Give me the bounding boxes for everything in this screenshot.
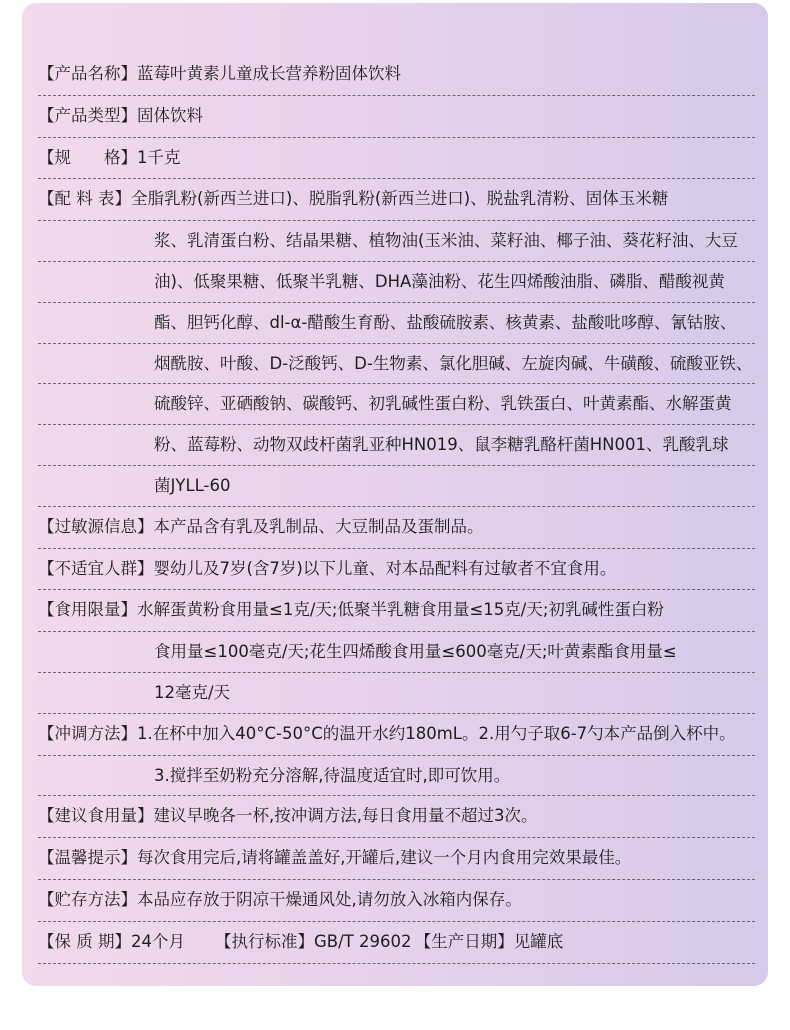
- info-label: 【食用限量】: [38, 600, 137, 620]
- info-row: [38, 138, 755, 180]
- info-value: 酯、胆钙化醇、dl-α-醋酸生育酚、盐酸硫胺素、核黄素、盐酸吡哆醇、氰钴胺、: [154, 312, 737, 332]
- info-value: 固体饮料: [137, 105, 203, 125]
- info-value: 3.搅拌至奶粉充分溶解,待温度适宜时,即可饮用。: [154, 765, 511, 785]
- info-line: [38, 507, 755, 548]
- info-value: 浆、乳清蛋白粉、结晶果糖、植物油(玉米油、菜籽油、椰子油、葵花籽油、大豆: [154, 231, 738, 251]
- info-label: 【产品类型】: [38, 105, 137, 125]
- info-value: 每次食用完后,请将罐盖盖好,开罐后,建议一个月内食用完效果最佳。: [137, 848, 632, 868]
- info-label: 【规 格】: [38, 147, 137, 167]
- info-label: 【过敏源信息】: [38, 516, 154, 536]
- production-date-label: 【生产日期】: [414, 931, 514, 951]
- info-value: 烟酰胺、叶酸、D-泛酸钙、D-生物素、氯化胆碱、左旋肉碱、牛磺酸、硫酸亚铁、: [154, 353, 753, 373]
- info-label: 【不适宜人群】: [38, 558, 154, 578]
- info-value: 油)、低聚果糖、低聚半乳糖、DHA藻油粉、花生四烯酸油脂、磷脂、醋酸视黄: [154, 271, 725, 291]
- info-value: 水解蛋黄粉食用量≤1克/天;低聚半乳糖食用量≤15克/天;初乳碱性蛋白粉: [137, 600, 664, 620]
- shelf-life-label: 【保 质 期】: [38, 931, 131, 951]
- standard-label: 【执行标准】: [215, 931, 314, 951]
- production-date-value: 见罐底: [513, 931, 564, 951]
- info-line: [38, 138, 755, 179]
- info-row-shelf-life: [38, 922, 755, 964]
- info-row: [38, 838, 755, 880]
- info-row: [38, 96, 755, 138]
- info-line: [38, 383, 755, 424]
- info-line: [38, 631, 755, 672]
- info-line: [38, 672, 755, 713]
- info-label: 【建议食用量】: [38, 806, 154, 826]
- info-value: 硫酸锌、亚硒酸钠、碳酸钙、初乳碱性蛋白粉、乳铁蛋白、叶黄素酯、水解蛋黄: [154, 394, 732, 414]
- info-value: 食用量≤100毫克/天;花生四烯酸食用量≤600毫克/天;叶黄素酯食用量≤: [154, 642, 677, 662]
- info-line: [38, 796, 755, 837]
- info-label: 【产品名称】: [38, 64, 137, 83]
- info-line: [38, 54, 755, 95]
- product-info-card: [22, 3, 768, 986]
- info-line: [38, 179, 755, 220]
- info-label: 【贮存方法】: [38, 889, 137, 909]
- info-line: [38, 465, 755, 506]
- info-line: [38, 590, 755, 631]
- info-line: [38, 261, 755, 302]
- info-value: 菌JYLL-60: [154, 475, 231, 495]
- info-line: [38, 96, 755, 137]
- info-row: [38, 549, 755, 591]
- info-label: 【温馨提示】: [38, 848, 137, 868]
- info-line: [38, 838, 755, 879]
- info-value: 粉、蓝莓粉、动物双歧杆菌乳亚种HN019、鼠李糖乳酪杆菌HN001、乳酸乳球: [154, 435, 729, 455]
- info-value: 1.在杯中加入40°C-50°C的温开水约180mL。2.用勺子取6-7勺本产品倒入杯中。: [137, 723, 736, 743]
- info-row: [38, 796, 755, 838]
- shelf-life-value: 24个月: [131, 931, 185, 951]
- info-value: 建议早晚各一杯,按冲调方法,每日食用量不超过3次。: [153, 806, 538, 826]
- info-value: 本品应存放于阴凉干燥通风处,请勿放入冰箱内保存。: [137, 889, 522, 909]
- info-line: [38, 880, 755, 921]
- info-label: 【冲调方法】: [38, 723, 137, 743]
- info-value: 全脂乳粉(新西兰进口)、脱脂乳粉(新西兰进口)、脱盐乳清粉、固体玉米糖: [131, 189, 669, 209]
- info-row: [38, 54, 755, 96]
- info-line: [38, 922, 755, 963]
- info-line: [38, 220, 755, 261]
- info-line: [38, 549, 755, 590]
- info-row: [38, 714, 755, 797]
- info-value: 蓝莓叶黄素儿童成长营养粉固体饮料: [137, 64, 401, 83]
- info-line: [38, 343, 755, 384]
- info-value: 1千克: [137, 147, 181, 167]
- info-value: 12毫克/天: [154, 682, 231, 702]
- info-line: [38, 755, 755, 796]
- info-line: [38, 302, 755, 343]
- standard-value: GB/T 29602: [314, 931, 412, 951]
- info-row: [38, 880, 755, 922]
- info-label: 【配 料 表】: [38, 189, 131, 209]
- info-line: [38, 714, 755, 755]
- info-row: [38, 179, 755, 506]
- product-info-table: [38, 54, 755, 964]
- info-row: [38, 507, 755, 549]
- info-value: 本产品含有乳及乳制品、大豆制品及蛋制品。: [153, 516, 484, 536]
- info-line: [38, 424, 755, 465]
- info-row: [38, 590, 755, 713]
- info-value: 婴幼儿及7岁(含7岁)以下儿童、对本品配料有过敏者不宜食用。: [153, 558, 617, 578]
